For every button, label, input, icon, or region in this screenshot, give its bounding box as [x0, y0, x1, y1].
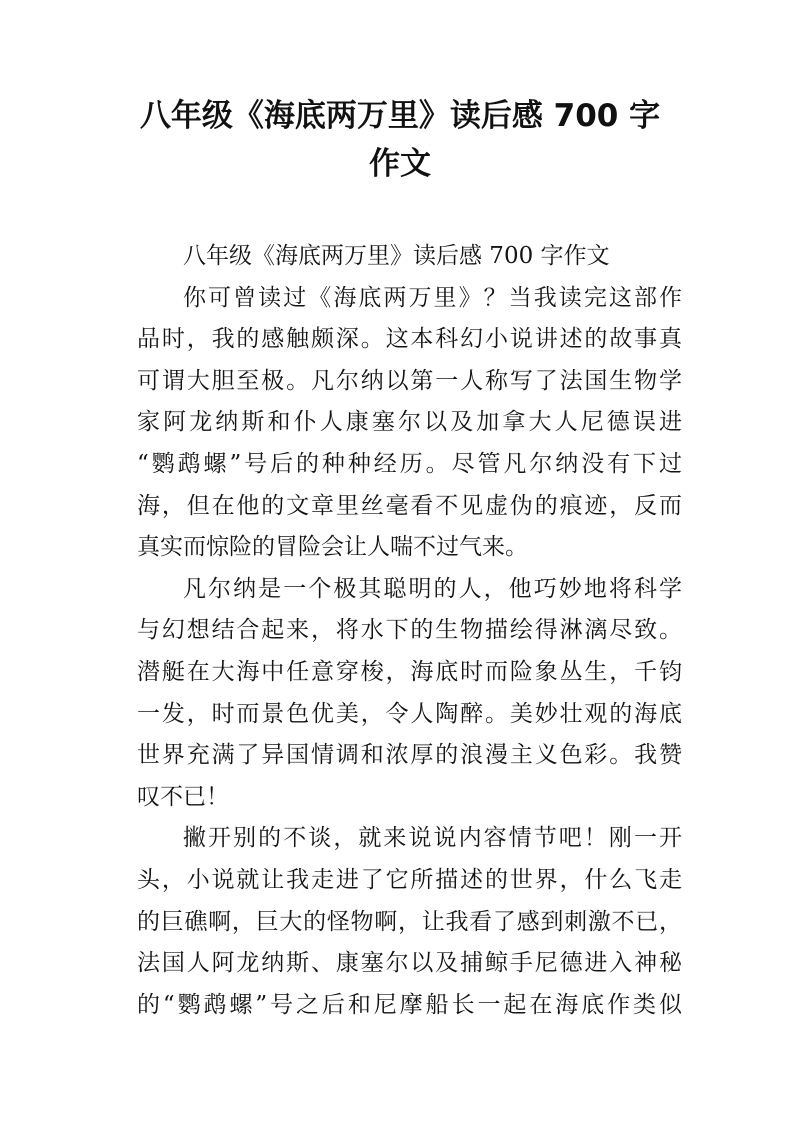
text-line: 撇开别的不谈，就来说说内容情节吧！刚一开	[183, 825, 682, 852]
title-line-1: 八年级《海底两万里》读后感 700 字	[139, 98, 661, 134]
document-body	[137, 236, 682, 1026]
text-line: 头，小说就让我走进了它所描述的世界，什么飞走	[137, 866, 682, 893]
text-line: 真实而惊险的冒险会让人喘不过气来。	[137, 534, 528, 561]
text-line: 可谓大胆至极。凡尔纳以第一人称写了法国生物学	[137, 367, 682, 394]
text-line: 的巨礁啊，巨大的怪物啊，让我看了感到刺激不已，	[137, 908, 682, 935]
text-line: 品时，我的感触颇深。这本科幻小说讲述的故事真	[137, 326, 682, 353]
text-line: 海，但在他的文章里丝毫看不见虚伪的痕迹，反而	[137, 492, 682, 519]
text-line: 法国人阿龙纳斯、康塞尔以及捕鲸手尼德进入神秘	[137, 950, 682, 977]
text-line: 与幻想结合起来，将水下的生物描绘得淋漓尽致。	[137, 617, 682, 644]
text-line: 叹不已！	[137, 783, 229, 810]
title-line-2: 作文	[369, 146, 431, 182]
document-title	[120, 92, 680, 188]
text-line: 世界充满了异国情调和浓厚的浪漫主义色彩。我赞	[137, 742, 682, 769]
text-line: 家阿龙纳斯和仆人康塞尔以及加拿大人尼德误进	[137, 409, 682, 436]
text-line: 八年级《海底两万里》读后感 700 字作文	[183, 243, 610, 269]
text-line: 潜艇在大海中任意穿梭，海底时而险象丛生，千钧	[137, 658, 682, 685]
text-line: 的“鹦鹉螺”号之后和尼摩船长一起在海底作类似	[137, 991, 682, 1018]
text-line: 凡尔纳是一个极其聪明的人，他巧妙地将科学	[183, 575, 682, 602]
text-line: 一发，时而景色优美，令人陶醉。美妙壮观的海底	[137, 700, 682, 727]
text-line: 你可曾读过《海底两万里》？当我读完这部作	[183, 284, 682, 311]
text-line: “鹦鹉螺”号后的种种经历。尽管凡尔纳没有下过	[137, 450, 682, 477]
